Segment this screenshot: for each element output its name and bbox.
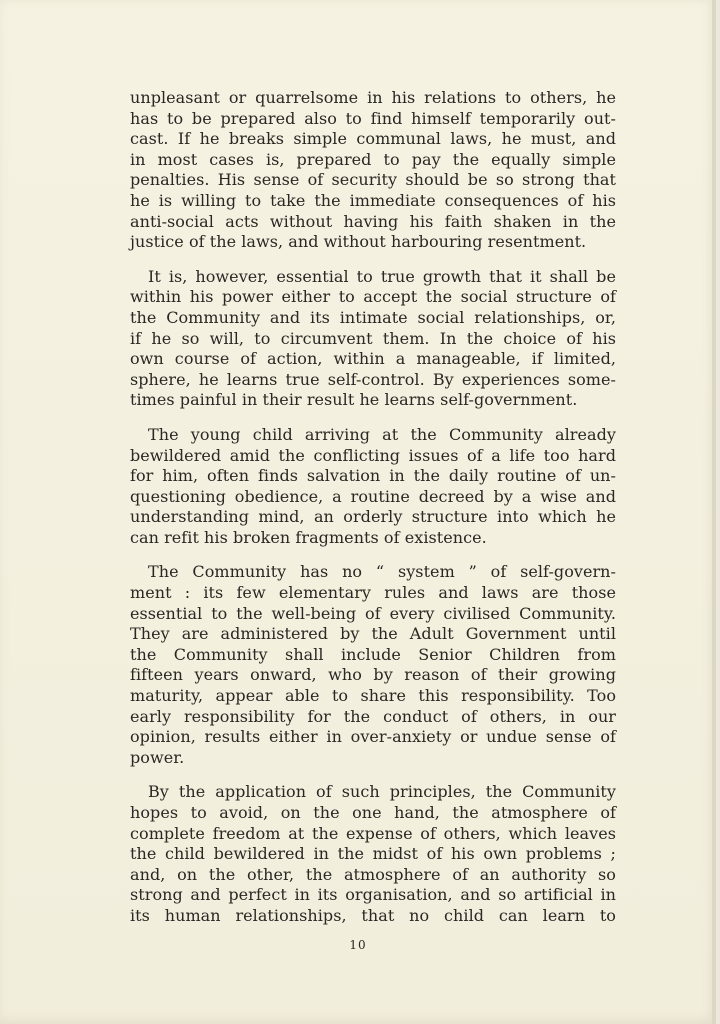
text-line: its human relationships, that no child can learn to [130, 905, 616, 925]
text-line: in most cases is, prepared to pay the equally simple [130, 149, 616, 169]
paragraph-2 [130, 267, 616, 411]
text-line: opinion, results either in over-anxiety or undue sense of [130, 727, 616, 747]
text-line: own course of action, within a manageable, if limited, [130, 349, 616, 369]
text-line: hopes to avoid, on the one hand, the atmosphere of [130, 803, 616, 822]
text-line: he is willing to take the immediate consequences of his [130, 190, 616, 210]
text-line: can refit his broken fragments of existence. [130, 527, 487, 547]
text-line: the Community shall include Senior Children from [130, 644, 616, 664]
paragraph-5 [130, 782, 616, 926]
text-line: early responsibility for the conduct of others, in our [130, 706, 616, 726]
body-text [130, 88, 616, 941]
paragraph-4 [130, 562, 616, 768]
text-line: By the application of such principles, the Community [148, 782, 616, 802]
text-line: maturity, appear able to share this responsibility. Too [130, 686, 616, 706]
text-line: essential to the well-being of every civilised Community. [130, 603, 616, 623]
paragraph-1 [130, 88, 616, 253]
text-line: the Community and its intimate social relationships, or, [130, 307, 616, 327]
text-line: has to be prepared also to find himself temporarily out- [130, 108, 616, 128]
text-line: the child bewildered in the midst of his own problems ; [130, 844, 616, 864]
text-line: within his power either to accept the social structure of [130, 287, 616, 307]
text-line: They are administered by the Adult Government until [130, 624, 616, 644]
text-line: anti-social acts without having his faith shaken in the [130, 211, 616, 231]
text-line: The Community has no “ system ” of self-govern- [148, 562, 616, 582]
text-line: complete freedom at the expense of others, which leaves [130, 823, 616, 843]
text-line: penalties. His sense of security should be so strong that [130, 170, 616, 190]
text-line: sphere, he learns true self-control. By experiences some- [130, 369, 616, 389]
text-line: power. [130, 747, 185, 767]
text-line: if he so will, to circumvent them. In the choice of his [130, 328, 616, 348]
paragraph-3 [130, 425, 616, 549]
text-line: cast. If he breaks simple communal laws, he must, and [130, 129, 616, 149]
text-line: understanding mind, an orderly structure into which he [130, 507, 616, 527]
page-edge [712, 0, 716, 1024]
text-line: bewildered amid the conflicting issues of a life too hard [130, 445, 616, 465]
text-line: unpleasant or quarrelsome in his relations to others, he [130, 88, 616, 107]
text-line: It is, however, essential to true growth that it shall be [148, 266, 616, 286]
text-line: strong and perfect in its organisation, and so artificial in [130, 885, 616, 905]
text-line: fifteen years onward, who by reason of their growing [130, 665, 616, 685]
text-line: questioning obedience, a routine decreed by a wise and [130, 486, 616, 506]
text-line: and, on the other, the atmosphere of an authority so [130, 864, 616, 884]
text-line: for him, often finds salvation in the daily routine of un- [130, 466, 616, 486]
text-line: ment : its few elementary rules and laws are those [130, 583, 616, 603]
text-line: times painful in their result he learns self-government. [130, 390, 578, 410]
text-line: justice of the laws, and without harbouring resentment. [130, 232, 587, 252]
text-line: The young child arriving at the Community already [148, 424, 616, 444]
page-number: 10 [349, 938, 367, 952]
